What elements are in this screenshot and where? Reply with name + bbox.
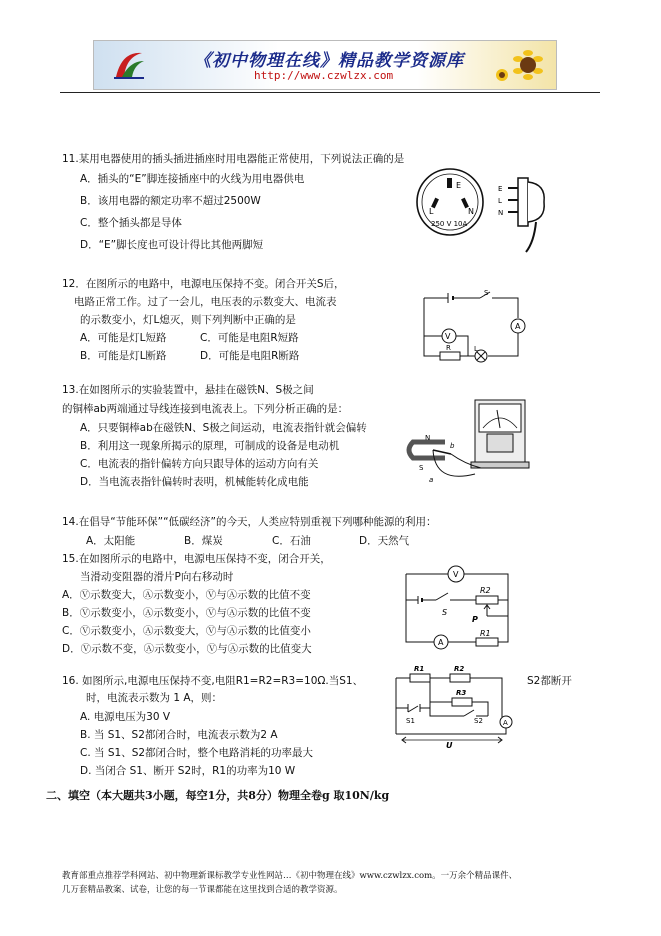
q12-circuit-figure bbox=[418, 288, 533, 368]
q14-option-d: D．天然气 bbox=[359, 535, 410, 547]
q13-option-c: C．电流表的指针偏转方向只跟导体的运动方向有关 bbox=[80, 458, 319, 470]
q15-fig-s: S bbox=[442, 608, 448, 617]
q16-line-2: 时，电流表示数为 1 A，则： bbox=[86, 692, 223, 704]
q11-fig-e2: E bbox=[498, 185, 503, 193]
q12-line-1: 12．在图所示的电路中，电源电压保持不变。闭合开关S后， bbox=[62, 278, 345, 290]
q12-option-a: A．可能是灯L短路 bbox=[80, 332, 167, 344]
header-banner bbox=[93, 40, 557, 90]
footer-line-2: 几万套精品教案、试卷，让您的每一节课都能在这里找到合适的教学资源。 bbox=[62, 885, 343, 895]
q14-option-c: C．石油 bbox=[272, 535, 311, 547]
q15-option-c: C．Ⓥ示数变小，Ⓐ示数变大，Ⓥ与Ⓐ示数的比值变小 bbox=[62, 625, 311, 637]
q13-option-b: B．利用这一现象所揭示的原理，可制成的设备是电动机 bbox=[80, 440, 340, 452]
q13-fig-n: N bbox=[425, 434, 431, 442]
q13-option-a: A．只要铜棒ab在磁铁N、S极之间运动，电流表指针就会偏转 bbox=[80, 422, 367, 434]
q15-fig-p: P bbox=[472, 615, 478, 624]
q11-stem: 11.某用电器使用的插头插进插座时用电器能正常使用，下列说法正确的是 bbox=[62, 153, 405, 165]
q16-fig-r1: R1 bbox=[414, 665, 425, 673]
q12-option-d: D．可能是电阻R断路 bbox=[200, 350, 300, 362]
q15-fig-a: A bbox=[438, 638, 444, 647]
q13-fig-s: S bbox=[419, 464, 424, 472]
footer-line-1: 教育部重点推荐学科网站、初中物理新课标教学专业性网站…《初中物理在线》www.czwlzx.com。一万余个精品课件、 bbox=[62, 871, 518, 881]
q12-fig-s: S bbox=[484, 289, 489, 297]
q15-fig-r1: R1 bbox=[480, 629, 491, 638]
q15-line-1: 15.在如图所示的电路中，电源电压保持不变，闭合开关， bbox=[62, 553, 331, 565]
q13-line-2: 的铜棒ab两端通过导线连接到电流表上。下列分析正确的是： bbox=[62, 403, 349, 415]
q12-option-c: C．可能是电阻R短路 bbox=[200, 332, 299, 344]
site-logo bbox=[112, 47, 146, 81]
q11-fig-n2: N bbox=[498, 209, 504, 217]
q16-option-b: B. 当 S1、S2都闭合时，电流表示数为2 A bbox=[80, 729, 278, 741]
q15-fig-v: V bbox=[453, 570, 459, 579]
q11-plug-figure bbox=[408, 164, 558, 254]
q16-line-1: 16. 如图所示,电源电压保持不变,电阻R1=R2=R3=10Ω.当S1、 bbox=[62, 675, 364, 687]
q15-option-a: A．Ⓥ示数变大，Ⓐ示数变小，Ⓥ与Ⓐ示数的比值不变 bbox=[62, 589, 311, 601]
header-rule bbox=[60, 92, 600, 93]
q13-option-d: D．当电流表指针偏转时表明，机械能转化成电能 bbox=[80, 476, 309, 488]
q11-fig-l: L bbox=[429, 207, 434, 216]
q12-fig-a: A bbox=[515, 322, 521, 331]
q16-fig-a: A bbox=[503, 719, 508, 727]
q11-option-c: C．整个插头都是导体 bbox=[80, 217, 182, 229]
q15-option-d: D．Ⓥ示数不变，Ⓐ示数变小，Ⓥ与Ⓐ示数的比值变大 bbox=[62, 643, 312, 655]
q12-fig-l: L bbox=[474, 345, 478, 353]
q13-experiment-figure bbox=[405, 394, 533, 498]
q15-fig-r2: R2 bbox=[480, 586, 491, 595]
banner-title: 《初中物理在线》精品教学资源库 bbox=[194, 51, 464, 71]
q15-line-2: 当滑动变阻器的滑片P向右移动时 bbox=[80, 571, 234, 583]
q14-option-b: B．煤炭 bbox=[184, 535, 223, 547]
q14-stem: 14.在倡导“节能环保”“低碳经济”的今天，人类应特别重视下列哪种能源的利用： bbox=[62, 516, 437, 528]
q12-line-2: 电路正常工作。过了一会儿，电压表的示数变大、电流表 bbox=[74, 296, 337, 308]
q11-option-a: A．插头的“E”脚连接插座中的火线为用电器供电 bbox=[80, 173, 305, 185]
q13-fig-b: b bbox=[450, 442, 455, 450]
q16-option-d: D. 当闭合 S1、断开 S2时，R1的功率为10 W bbox=[80, 765, 296, 777]
banner-url[interactable]: http://www.czwlzx.com bbox=[254, 69, 394, 82]
sunflower-icon bbox=[490, 45, 550, 85]
q15-option-b: B．Ⓥ示数变小，Ⓐ示数变小，Ⓥ与Ⓐ示数的比值不变 bbox=[62, 607, 311, 619]
q16-fig-s1: S1 bbox=[406, 717, 415, 725]
q16-fig-u: U bbox=[446, 741, 453, 750]
q11-option-d: D．“E”脚长度也可设计得比其他两脚短 bbox=[80, 239, 264, 251]
q12-line-3: 的示数变小，灯L熄灭，则下列判断中正确的是 bbox=[80, 314, 296, 326]
q12-fig-v: V bbox=[445, 332, 451, 341]
q16-line-1-tail: S2都断开 bbox=[527, 675, 572, 687]
q16-fig-r2: R2 bbox=[454, 665, 465, 673]
q12-fig-r: R bbox=[446, 344, 451, 352]
q11-fig-n: N bbox=[468, 207, 474, 216]
q11-option-b: B．该用电器的额定功率不超过2500W bbox=[80, 195, 261, 207]
q11-fig-rating: 250 V 10A bbox=[431, 220, 468, 228]
q11-fig-l2: L bbox=[498, 197, 502, 205]
q15-circuit-figure bbox=[400, 560, 522, 656]
q14-option-a: A．太阳能 bbox=[86, 535, 136, 547]
q16-fig-r3: R3 bbox=[456, 689, 467, 697]
q11-fig-e: E bbox=[456, 181, 462, 190]
q12-option-b: B．可能是灯L断路 bbox=[80, 350, 167, 362]
q16-fig-s2: S2 bbox=[474, 717, 483, 725]
q16-option-a: A. 电源电压为30 V bbox=[80, 711, 171, 723]
q16-option-c: C. 当 S1、S2都闭合时，整个电路消耗的功率最大 bbox=[80, 747, 314, 759]
q13-fig-a: a bbox=[429, 476, 434, 484]
q13-line-1: 13.在如图所示的实验装置中，悬挂在磁铁N、S极之间 bbox=[62, 384, 314, 396]
q16-circuit-figure bbox=[392, 660, 520, 750]
section-2-heading: 二、填空（本大题共3小题，每空1分，共8分）物理全卷g 取10N/kg bbox=[46, 789, 390, 802]
